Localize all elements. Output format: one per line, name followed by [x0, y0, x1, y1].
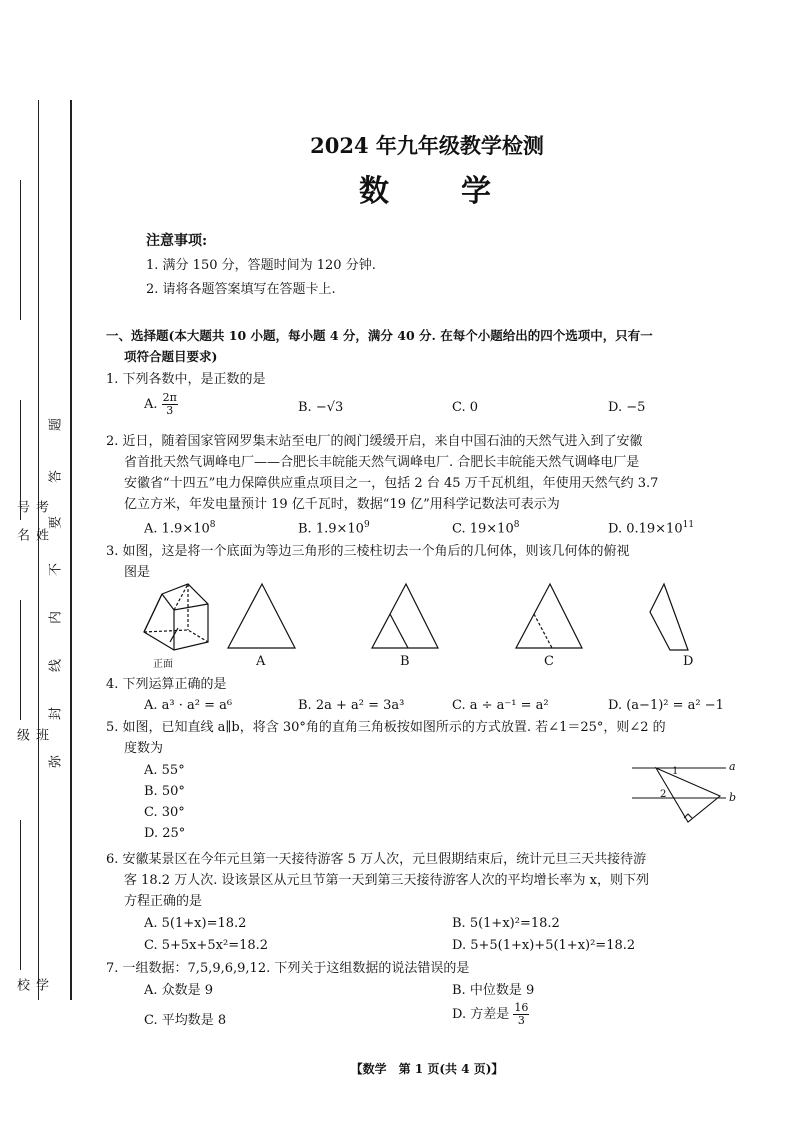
- seal-char: 封: [48, 707, 64, 721]
- q2-option-c: C. $19\times 10^8$: [452, 520, 520, 537]
- section-title: 一、选择题(本大题共 10 小题，每小题 4 分，满分 40 分. 在每个小题给出的四个选项中，只有一: [106, 328, 653, 343]
- note-item: 1. 满分 150 分，答题时间为 120 分钟.: [146, 258, 376, 273]
- q2-line: 省首批天然气调峰电厂——合肥长丰皖能天然气调峰电厂. 合肥长丰皖能天然气调峰电厂是: [124, 455, 640, 470]
- q7-option-d: D. 方差是 $\frac{16}{3}$: [452, 1001, 529, 1027]
- binding-line-inner: [70, 100, 72, 1000]
- q7-option-b: B. 中位数是 9: [452, 983, 535, 998]
- class-label: 班级: [14, 728, 48, 741]
- q5-figure: [628, 758, 738, 828]
- q4-option-d: D. (a−1)² = a² −1: [608, 698, 724, 713]
- q1-option-c: C. 0: [452, 400, 479, 415]
- seal-char: 答: [48, 470, 64, 484]
- q3-figures: [140, 582, 720, 670]
- q1-stem: 1. 下列各数中，是正数的是: [106, 372, 266, 387]
- solid-figure: [144, 584, 208, 650]
- q2-option-d: D. $0.19\times 10^{11}$: [608, 520, 695, 537]
- q2-option-a: A. $1.9\times 10^8$: [144, 520, 216, 537]
- q6-option-d: D. 5+5(1+x)+5(1+x)²=18.2: [452, 938, 636, 953]
- fraction: $\frac{2\pi}{3}$: [162, 391, 177, 417]
- seal-char: 弥: [48, 755, 64, 769]
- fraction: $\frac{16}{3}$: [514, 1001, 529, 1027]
- line-b-label: b: [729, 791, 737, 804]
- subject-title: 数 学: [359, 174, 495, 209]
- section-title-cont: 项符合题目要求): [124, 349, 218, 364]
- q2-line: 安徽省“十四五”电力保障供应重点项目之一，包括 2 台 45 万千瓦机组，年使用天然气约 3.7: [124, 476, 659, 491]
- q7-option-c: C. 平均数是 8: [144, 1013, 227, 1028]
- q6-option-b: B. 5(1+x)²=18.2: [452, 916, 560, 931]
- option-b-figure: [372, 584, 438, 648]
- seal-char: 内: [48, 611, 64, 625]
- q1-option-b: B. −√3: [298, 400, 344, 415]
- q1-option-d: D. −5: [608, 400, 646, 415]
- name-blank: [20, 400, 21, 520]
- q3-line: 图是: [124, 565, 151, 580]
- seal-char: 不: [48, 563, 64, 577]
- q3-option-a-label: A: [256, 654, 266, 669]
- option-d-figure: [650, 584, 688, 650]
- q3-line: 3. 如图，这是将一个底面为等边三角形的三棱柱切去一个角后的几何体，则该几何体的俯视: [106, 544, 630, 559]
- angle-1-label: 1: [672, 766, 679, 777]
- q4-stem: 4. 下列运算正确的是: [106, 677, 227, 692]
- q5-option-c: C. 30°: [144, 805, 185, 820]
- seal-char: 要: [48, 516, 64, 530]
- q7-stem: 7. 一组数据：7,5,9,6,9,12. 下列关于这组数据的说法错误的是: [106, 961, 470, 976]
- q4-option-b: B. 2a + a² = 3a³: [298, 698, 405, 713]
- q5-option-b: B. 50°: [144, 784, 185, 799]
- q2-option-b: B. $1.9\times 10^9$: [298, 520, 370, 537]
- q5-option-a: A. 55°: [144, 763, 185, 778]
- binding-line-outer: [38, 100, 39, 1000]
- name-label: 姓名: [14, 528, 48, 541]
- notes-heading: 注意事项:: [146, 233, 208, 249]
- q6-line: 6. 安徽某景区在今年元旦第一天接待游客 5 万人次，元旦假期结束后，统计元旦三天共接待游: [106, 852, 647, 867]
- note-item: 2. 请将各题答案填写在答题卡上.: [146, 282, 336, 297]
- front-view-label: 正面: [153, 659, 173, 670]
- q7-option-a: A. 众数是 9: [144, 983, 214, 998]
- seal-char: 题: [48, 418, 64, 432]
- school-blank: [20, 820, 21, 970]
- q4-option-a: A. a³ · a² = a⁶: [144, 698, 233, 713]
- exam-title: 2024 年九年级教学检测: [310, 133, 544, 158]
- q1-option-a: A. $\frac{2\pi}{3}$: [144, 391, 177, 417]
- q5-line: 度数为: [124, 741, 164, 756]
- q6-option-a: A. 5(1+x)=18.2: [144, 916, 247, 931]
- exam-number-label: 考号: [14, 500, 48, 513]
- q2-line: 2. 近日，随着国家管网罗集末站至电厂的阀门缓缓开启，来自中国石油的天然气进入到了安徽: [106, 434, 643, 449]
- q3-option-d-label: D: [683, 654, 694, 669]
- q4-option-c: C. a ÷ a⁻¹ = a²: [452, 698, 549, 713]
- option-c-figure: [516, 584, 582, 648]
- page-footer: 【数学 第 1 页(共 4 页)】: [350, 1062, 504, 1076]
- q5-line: 5. 如图，已知直线 a∥b，将含 30°角的直角三角板按如图所示的方式放置. 若∠1＝25°，则∠2 的: [106, 720, 666, 735]
- angle-2-label: 2: [660, 789, 667, 800]
- line-a-label: a: [729, 760, 736, 773]
- seal-char: 线: [48, 659, 64, 673]
- q5-option-d: D. 25°: [144, 826, 186, 841]
- option-a-figure: [228, 584, 295, 648]
- q6-line: 客 18.2 万人次. 设该景区从元旦节第一天到第三天接待游客人次的平均增长率为 x，则下列: [124, 873, 649, 888]
- q2-line: 亿立方米，年发电量预计 19 亿千瓦时，数据“19 亿”用科学记数法可表示为: [124, 497, 560, 512]
- q3-option-b-label: B: [400, 654, 410, 669]
- q6-line: 方程正确的是: [124, 894, 203, 909]
- q6-option-c: C. 5+5x+5x²=18.2: [144, 938, 269, 953]
- q3-option-c-label: C: [544, 654, 554, 669]
- school-label: 学校: [14, 978, 48, 991]
- class-blank: [20, 600, 21, 720]
